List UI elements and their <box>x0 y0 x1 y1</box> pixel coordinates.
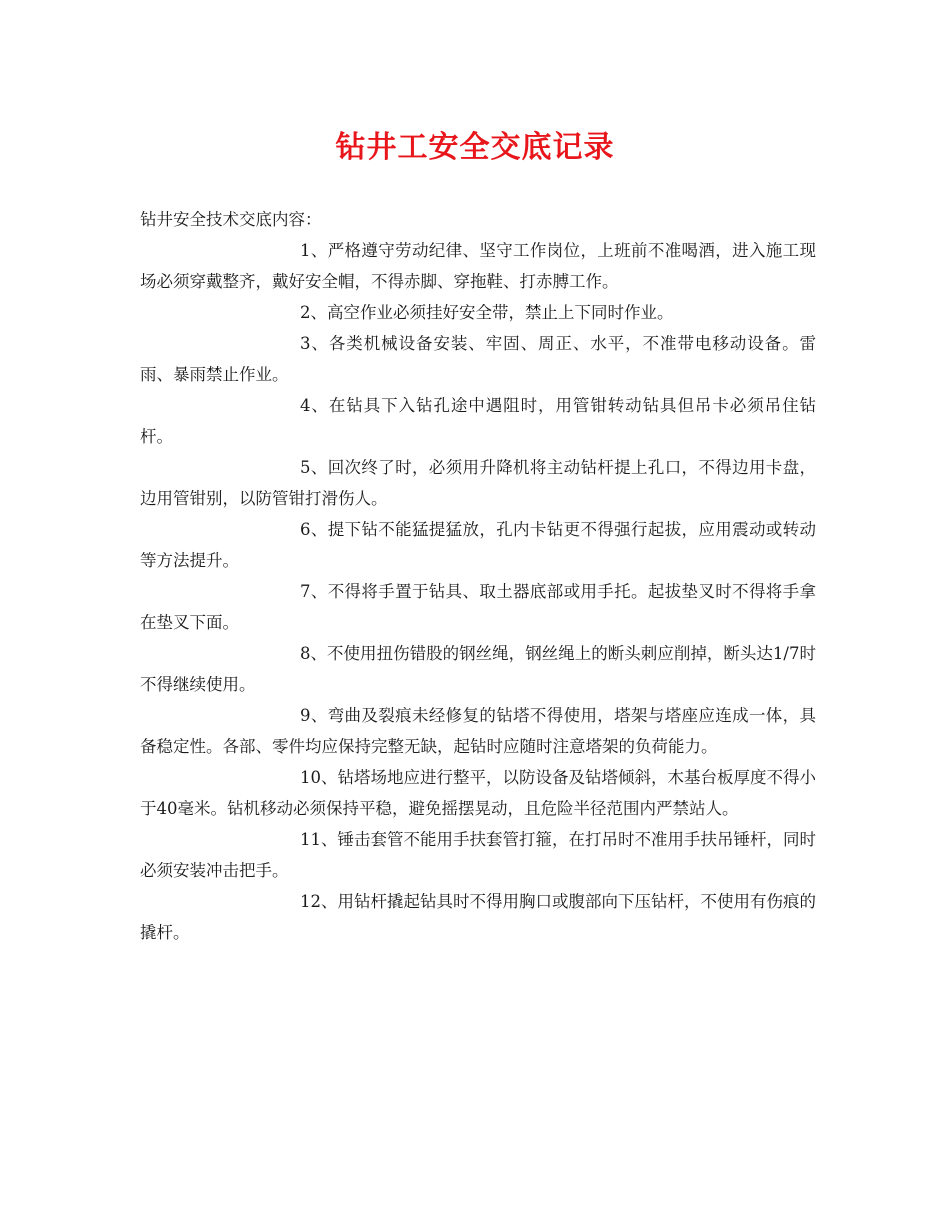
rule-item-8: 8、不使用扭伤错股的钢丝绳，钢丝绳上的断头刺应削掉，断头达1/7时不得继续使用。 <box>140 644 816 694</box>
document-body <box>140 204 816 948</box>
rule-item-10: 10、钻塔场地应进行整平，以防设备及钻塔倾斜，木基台板厚度不得小于40毫米。钻机移动必须保持平稳，避免摇摆晃动，且危险半径范围内严禁站人。 <box>140 768 816 818</box>
rule-item-4: 4、在钻具下入钻孔途中遇阻时，用管钳转动钻具但吊卡必须吊住钻杆。 <box>140 396 816 446</box>
rule-item-1: 1、严格遵守劳动纪律、坚守工作岗位，上班前不准喝酒，进入施工现场必须穿戴整齐，戴好安全帽，不得赤脚、穿拖鞋、打赤膊工作。 <box>140 241 816 291</box>
rule-item-6: 6、提下钻不能猛提猛放，孔内卡钻更不得强行起拔，应用震动或转动等方法提升。 <box>140 520 816 570</box>
rule-item-2: 2、高空作业必须挂好安全带，禁止上下同时作业。 <box>300 303 674 322</box>
rule-item-3: 3、各类机械设备安装、牢固、周正、水平，不准带电移动设备。雷雨、暴雨禁止作业。 <box>140 334 816 384</box>
rule-item-5: 5、回次终了时，必须用升降机将主动钻杆提上孔口，不得边用卡盘，边用管钳别，以防管钳打滑伤人。 <box>140 458 816 508</box>
rule-item-12: 12、用钻杆撬起钻具时不得用胸口或腹部向下压钻杆，不使用有伤痕的撬杆。 <box>140 892 816 942</box>
rule-item-9: 9、弯曲及裂痕未经修复的钻塔不得使用，塔架与塔座应连成一体，具备稳定性。各部、零件均应保持完整无缺，起钻时应随时注意塔架的负荷能力。 <box>140 706 816 756</box>
rule-item-11: 11、锤击套管不能用手扶套管打箍，在打吊时不准用手扶吊锤杆，同时必须安装冲击把手。 <box>140 830 816 880</box>
rule-item-7: 7、不得将手置于钻具、取土器底部或用手托。起拔垫叉时不得将手拿在垫叉下面。 <box>140 582 816 632</box>
document-title: 钻井工安全交底记录 <box>335 130 615 165</box>
intro-line: 钻井安全技术交底内容： <box>140 210 322 229</box>
